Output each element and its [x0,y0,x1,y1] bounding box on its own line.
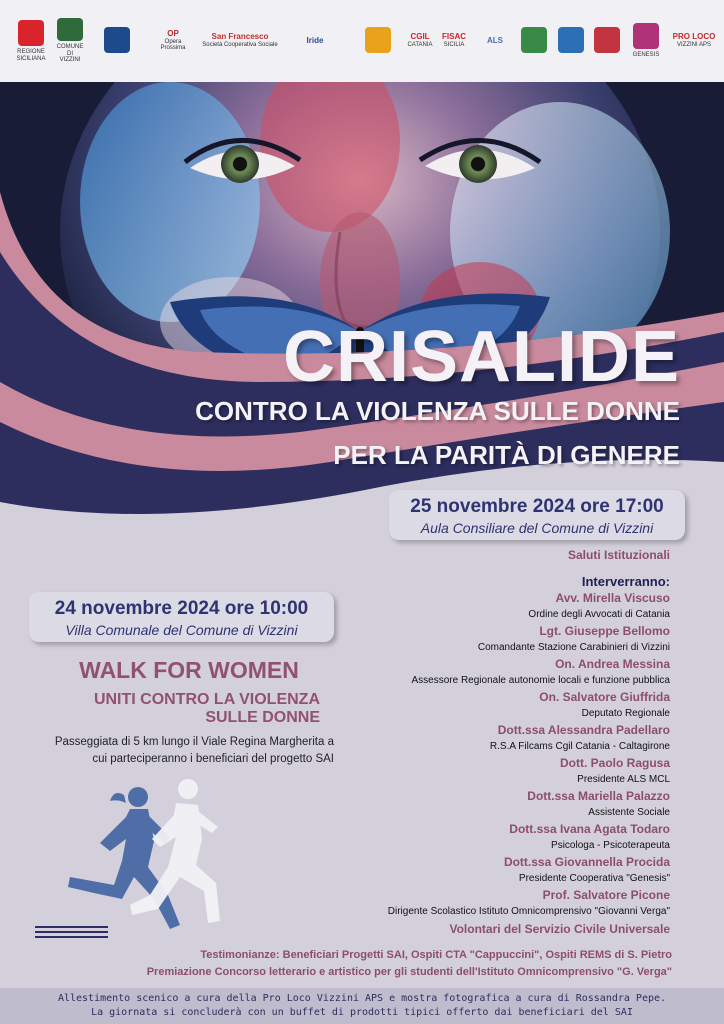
runners-illustration [30,775,230,955]
logo-emblem-icon [104,27,130,53]
walk-subtitle-line-2: SULLE DONNE [205,709,320,727]
logo-word: PRO LOCO [672,32,716,42]
speaker-role: Assistente Sociale [588,807,670,818]
speaker-name: Lgt. Giuseppe Bellomo [539,624,670,638]
logo-servizio-civile [556,18,586,64]
logo-iride [286,18,344,64]
speaker-name: On. Andrea Messina [555,657,670,671]
speaker-role: Psicologa - Psicoterapeuta [551,840,670,851]
speaker-role: Comandante Stazione Carabinieri di Vizzini [477,642,670,653]
walk-description-line-2: cui parteciperanno i beneficiari del progetto SAI [92,753,334,766]
logo-rete-sai [92,18,142,64]
logo-caption: REGIONE SICILIANA [16,48,46,62]
premiazione-note: Premiazione Concorso letterario e artistico per gli studenti dell'Istituto Omnicomprensivo "G. Verga" [146,966,672,978]
logo-word: OP [167,29,179,38]
logo-emblem-icon [521,27,547,53]
logo-emblem-icon [633,23,659,49]
saluti-istituzionali: Saluti Istituzionali [567,548,670,562]
walk-description [20,734,334,769]
logo-cgil [406,18,434,64]
logo-pro-loco-vizzini [672,18,716,64]
logo-emblem-icon [558,27,584,53]
speaker-role: Assessore Regionale autonomie locali e funzione pubblica [411,675,670,686]
logo-emblem-icon [594,27,620,53]
main-event-box [389,490,685,540]
logo-cooperativa-verde [522,18,546,64]
logo-caption: Società Cooperativa Sociale [202,42,278,49]
speaker-role: R.S.A Filcams Cgil Catania - Caltagirone [489,741,670,752]
speaker-rows [330,590,670,920]
speaker-role: Presidente Cooperativa "Genesis" [518,873,670,884]
logo-word: CGIL [410,32,430,42]
logo-genesis [628,18,664,64]
logo-caption: CATANIA [407,42,433,49]
logo-pro-loco-star [594,18,620,64]
logo-comune-vizzini [56,18,84,64]
hero-banner [0,82,724,532]
interverranno-heading: Interverranno: [581,574,670,589]
speaker-role: Presidente ALS MCL [577,774,670,785]
logo-caption: SICILIA [443,42,465,49]
walk-event-box [29,592,334,642]
logo-word: Iride [306,35,324,45]
main-event-venue: Aula Consiliare del Comune di Vizzini [420,520,654,536]
logo-emblem-icon [18,20,44,46]
walk-subtitle [40,691,320,728]
logo-san-francesco [200,18,280,64]
walk-subtitle-line-1: UNITI CONTRO LA VIOLENZA [93,691,320,708]
speaker-name: Dott.ssa Giovannella Procida [503,855,670,869]
logo-opera-prossima [156,18,190,64]
footer-bar [0,988,724,1024]
event-subtitle-1: CONTRO LA VIOLENZA SULLE DONNE [195,396,680,426]
sponsor-logo-bar [0,0,724,82]
logo-caption: VIZZINI APS [676,42,711,49]
speaker-name: Dott. Paolo Ragusa [559,756,670,770]
logo-caption: COMUNE DI VIZZINI [56,44,84,64]
speaker-role: Ordine degli Avvocati di Catania [528,609,670,620]
logo-caption: GENESIS [632,52,660,59]
logo-caption: Opera Prossima [160,38,186,52]
main-event-date: 25 novembre 2024 ore 17:00 [410,496,664,517]
footer-line-1: Allestimento scenico a cura della Pro Loco Vizzini APS e mostra fotografica a cura di Rossandra Pepe. [57,993,667,1004]
walk-event-venue: Villa Comunale del Comune di Vizzini [65,622,298,638]
event-subtitle-2: PER LA PARITÀ DI GENERE [333,440,680,470]
walk-description-line-1: Passeggiata di 5 km lungo il Viale Regina Margherita a [54,736,334,748]
speaker-name: Avv. Mirella Viscuso [555,591,670,605]
logo-word: ALS [487,35,503,45]
runner-woman-icon [68,787,180,929]
speaker-role: Deputato Regionale [581,708,670,719]
walk-event-date: 24 novembre 2024 ore 10:00 [54,598,309,619]
testimonianze-note: Testimonianze: Beneficiari Progetti SAI, Ospiti CTA "Cappuccini", Ospiti REMS di S. Pietro [200,949,672,961]
speaker-name: Dott.ssa Mariella Palazzo [527,789,670,803]
speaker-name: Dott.ssa Alessandra Padellaro [497,723,670,737]
speaker-name: Dott.ssa Ivana Agata Todaro [509,822,670,836]
event-notes [112,947,672,981]
logo-regione-siciliana [14,18,48,64]
walk-title: WALK FOR WOMEN [79,657,299,683]
logo-lido [358,18,398,64]
footer-line-2: La giornata si concluderà con un buffet di prodotti tipici offerto dai beneficiari del SAI [91,1007,633,1018]
speakers-list [330,548,670,936]
event-title: CRISALIDE [282,317,680,397]
speaker-name: Prof. Salvatore Picone [542,888,670,902]
logo-word: FISAC [442,32,466,42]
logo-emblem-icon [57,18,83,41]
speaker-name: On. Salvatore Giuffrida [539,690,670,704]
logo-als [478,18,512,64]
logo-word: San Francesco [211,32,269,42]
logo-emblem-icon [365,27,391,53]
volontari-servizio-civile: Volontari del Servizio Civile Universale [449,922,670,936]
logo-fisac [440,18,468,64]
speaker-role: Dirigente Scolastico Istituto Omnicomprensivo "Giovanni Verga" [387,906,670,917]
